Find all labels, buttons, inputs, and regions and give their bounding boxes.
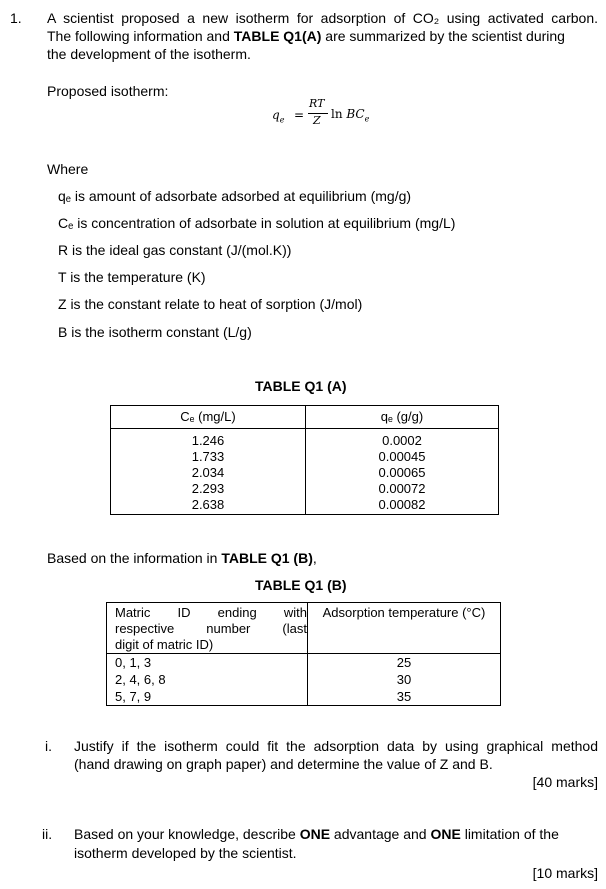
subquestion-i-line-2: (hand drawing on graph paper) and determine the value of Z and B.	[74, 756, 493, 772]
subquestion-text: Based on your knowledge, describe	[74, 826, 300, 842]
table-a-header-ce: Cₑ (mg/L)	[111, 406, 306, 429]
table-a-title: TABLE Q1 (A)	[255, 378, 347, 394]
intro-text: The following information and	[47, 28, 234, 44]
table-row	[111, 429, 499, 450]
table-b-header-row	[107, 603, 501, 654]
table-cell: 35	[308, 688, 501, 706]
table-q1b-ref: TABLE Q1 (B)	[221, 550, 313, 566]
emphasis-one: ONE	[430, 826, 461, 842]
based-on-line	[47, 550, 317, 567]
table-cell: 0.0002	[306, 429, 499, 450]
table-b-header-temperature: Adsorption temperature (°C)	[308, 603, 501, 654]
question-number: 1.	[10, 10, 22, 26]
table-cell: 0.00082	[306, 497, 499, 515]
header-line: respective number (last	[115, 621, 307, 636]
isotherm-formula	[272, 97, 392, 137]
table-a-header-qe: qₑ (g/g)	[306, 406, 499, 429]
intro-line-2	[47, 28, 598, 45]
subquestion-ii-marks: [10 marks]	[532, 865, 598, 881]
table-b-header-matric	[107, 603, 308, 654]
table-b-title: TABLE Q1 (B)	[255, 577, 347, 593]
formula-numerator: RT	[309, 97, 325, 110]
based-on-text: ,	[312, 550, 317, 566]
table-row	[111, 465, 499, 481]
header-line: digit of matric ID)	[115, 637, 214, 652]
table-cell: 25	[308, 654, 501, 672]
table-row	[111, 497, 499, 515]
table-row	[107, 654, 501, 672]
table-cell: 0.00065	[306, 465, 499, 481]
table-cell: 2.034	[111, 465, 306, 481]
definition-z: Z is the constant relate to heat of sorption (J/mol)	[58, 296, 363, 312]
subquestion-ii-line-1	[74, 826, 598, 843]
subquestion-text: limitation of the	[460, 826, 559, 842]
table-row	[111, 449, 499, 465]
definition-t: T is the temperature (K)	[58, 269, 206, 285]
formula-lhs: $q_e$	[272, 108, 285, 125]
definition-qe: qₑ is amount of adsorbate adsorbed at equilibrium (mg/g)	[58, 188, 412, 204]
subquestion-i-marks: [40 marks]	[532, 774, 598, 790]
formula-rhs: $\ln BC_e$	[331, 107, 370, 124]
table-row	[107, 671, 501, 688]
table-cell: 2.293	[111, 481, 306, 497]
subquestion-i-line-1: Justify if the isotherm could fit the adsorption data by using graphical method	[74, 738, 598, 754]
intro-line-1: A scientist proposed a new isotherm for adsorption of CO₂ using activated carbon.	[47, 10, 598, 26]
table-cell: 0.00072	[306, 481, 499, 497]
definition-ce: Cₑ is concentration of adsorbate in solution at equilibrium (mg/L)	[58, 215, 456, 231]
table-q1b	[106, 602, 501, 706]
proposed-isotherm-label: Proposed isotherm:	[47, 83, 169, 99]
table-cell: 2.638	[111, 497, 306, 515]
subquestion-i-numeral: i.	[45, 738, 52, 754]
table-cell: 30	[308, 671, 501, 688]
subquestion-text: advantage and	[330, 826, 431, 842]
table-cell: 1.733	[111, 449, 306, 465]
definition-b: B is the isotherm constant (L/g)	[58, 324, 252, 340]
subquestion-ii-line-2: isotherm developed by the scientist.	[74, 845, 297, 861]
subquestion-ii-numeral: ii.	[42, 826, 53, 842]
table-row	[107, 688, 501, 706]
based-on-text: Based on the information in	[47, 550, 222, 566]
table-q1a	[110, 405, 499, 515]
intro-text: are summarized by the scientist during	[321, 28, 565, 44]
header-line: Matric ID ending with	[115, 605, 307, 620]
formula-equals: =	[294, 108, 305, 122]
where-label: Where	[47, 161, 89, 177]
intro-line-3: the development of the isotherm.	[47, 46, 251, 62]
table-cell: 2, 4, 6, 8	[107, 671, 308, 688]
table-cell: 5, 7, 9	[107, 688, 308, 706]
table-row	[111, 481, 499, 497]
formula-denominator: Z	[313, 114, 321, 127]
emphasis-one: ONE	[299, 826, 331, 842]
table-cell: 1.246	[111, 429, 306, 450]
table-q1a-ref: TABLE Q1(A)	[233, 28, 322, 44]
table-cell: 0, 1, 3	[107, 654, 308, 672]
table-cell: 0.00045	[306, 449, 499, 465]
definition-r: R is the ideal gas constant (J/(mol.K))	[58, 242, 292, 258]
